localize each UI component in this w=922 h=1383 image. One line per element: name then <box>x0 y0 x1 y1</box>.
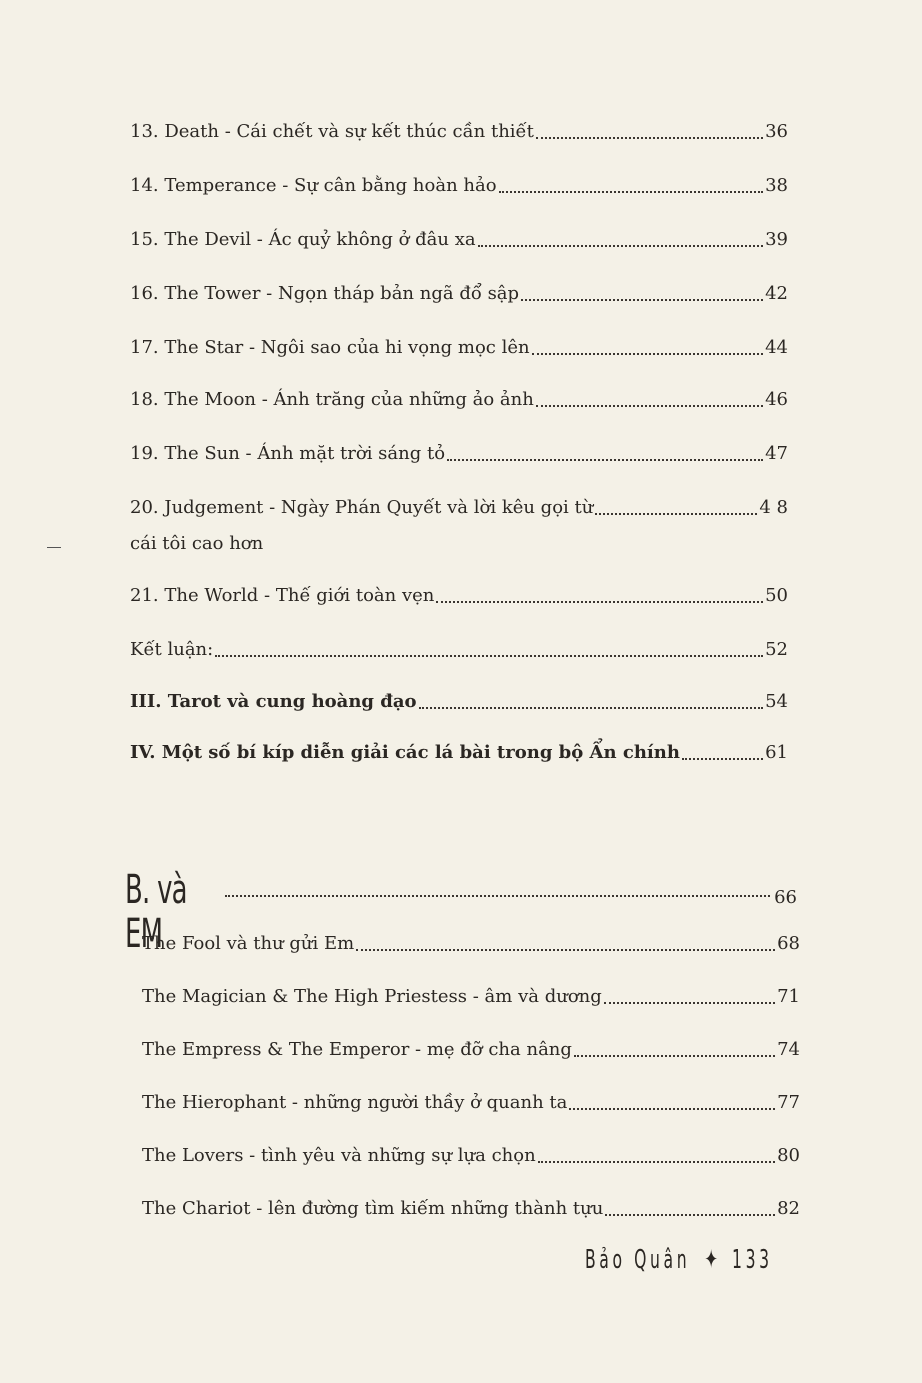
toc-entry-title: 17. The Star - Ngôi sao của hi vọng mọc lên <box>130 337 530 358</box>
section-heading-page: 66 <box>774 887 797 908</box>
dot-leader <box>574 1055 775 1057</box>
toc-entry-page: 44 <box>765 337 788 358</box>
dot-leader <box>536 405 763 407</box>
toc-entry-page: 74 <box>777 1039 800 1060</box>
dot-leader <box>436 601 763 603</box>
toc-entry-title: The Chariot - lên đường tìm kiếm những thành tựu <box>142 1198 604 1219</box>
toc-entry <box>130 120 788 144</box>
dot-leader <box>569 1108 775 1110</box>
toc-entry-title: The Empress & The Emperor - mẹ đỡ cha nâng <box>142 1039 572 1060</box>
footer-author: Bảo Quân <box>585 1245 691 1275</box>
toc-entry <box>130 282 788 306</box>
toc-entry <box>130 741 788 765</box>
dot-leader <box>215 655 763 657</box>
toc-entry <box>142 1197 800 1221</box>
toc-entry <box>130 336 788 360</box>
toc-entry <box>142 1091 800 1115</box>
toc-entry-title: 19. The Sun - Ánh mặt trời sáng tỏ <box>130 443 446 464</box>
toc-entry-page: 38 <box>765 175 788 196</box>
toc-entry-page: 52 <box>765 639 788 660</box>
toc-entry <box>130 442 788 466</box>
star-ornament-icon: ✦ <box>704 1245 718 1275</box>
toc-entry <box>130 174 788 198</box>
toc-entry-title: 21. The World - Thế giới toàn vẹn <box>130 585 435 606</box>
toc-entry <box>130 584 788 608</box>
toc-entry <box>130 388 788 412</box>
toc-entry-page: 61 <box>765 742 788 763</box>
toc-entry-page: 50 <box>765 585 788 606</box>
toc-entry <box>130 638 788 662</box>
footer-page-number: 133 <box>732 1245 773 1275</box>
toc-entry-page: 42 <box>765 283 788 304</box>
toc-entry-title: 16. The Tower - Ngọn tháp bản ngã đổ sập <box>130 283 520 304</box>
toc-entry-title: 20. Judgement - Ngày Phán Quyết và lời kêu gọi từ <box>130 497 594 518</box>
toc-entry <box>130 496 788 520</box>
dot-leader <box>605 1214 775 1216</box>
toc-entry-title: The Lovers - tình yêu và những sự lựa chọn <box>142 1145 536 1166</box>
toc-entry-title: The Fool và thư gửi Em <box>142 933 355 954</box>
toc-entry-title: The Magician & The High Priestess - âm và dương <box>142 986 602 1007</box>
dot-leader <box>499 191 764 193</box>
dot-leader <box>604 1002 775 1004</box>
toc-entry-title: 18. The Moon - Ánh trăng của những ảo ảnh <box>130 389 534 410</box>
toc-entry-page: 77 <box>777 1092 800 1113</box>
dot-leader <box>682 758 763 760</box>
dot-leader <box>447 459 763 461</box>
dot-leader <box>536 137 763 139</box>
toc-entry-page: 80 <box>777 1145 800 1166</box>
dot-leader <box>538 1161 775 1163</box>
toc-entry <box>130 228 788 252</box>
dot-leader <box>419 707 764 709</box>
toc-entry-page: 36 <box>765 121 788 142</box>
section-heading-title: B. và EM <box>125 867 187 957</box>
dot-leader <box>478 245 763 247</box>
page-footer <box>585 1245 773 1275</box>
toc-entry <box>142 932 800 956</box>
margin-mark <box>47 547 61 548</box>
toc-entry-title: 13. Death - Cái chết và sự kết thúc cần thiết <box>130 121 534 142</box>
toc-entry <box>142 985 800 1009</box>
toc-entry <box>142 1038 800 1062</box>
dot-leader <box>532 353 763 355</box>
toc-entry-title: III. Tarot và cung hoàng đạo <box>130 691 417 712</box>
toc-entry <box>130 690 788 714</box>
toc-entry-continuation: cái tôi cao hơn <box>130 533 264 554</box>
toc-entry-page: 82 <box>777 1198 800 1219</box>
dot-leader <box>356 949 775 951</box>
toc-entry <box>142 1144 800 1168</box>
toc-entry-title: 15. The Devil - Ác quỷ không ở đâu xa <box>130 229 476 250</box>
toc-entry-title: 14. Temperance - Sự cân bằng hoàn hảo <box>130 175 497 196</box>
toc-entry-page: 47 <box>765 443 788 464</box>
dot-leader <box>225 895 770 897</box>
dot-leader <box>521 299 763 301</box>
toc-entry-page: 68 <box>777 933 800 954</box>
toc-entry-title: The Hierophant - những người thầy ở quanh ta <box>142 1092 568 1113</box>
toc-entry-page: 54 <box>765 691 788 712</box>
dot-leader <box>595 513 757 515</box>
toc-entry-page: 4 8 <box>759 497 788 518</box>
toc-entry-page: 46 <box>765 389 788 410</box>
toc-entry-title: IV. Một số bí kíp diễn giải các lá bài trong bộ Ẩn chính <box>130 742 680 763</box>
toc-entry-page: 39 <box>765 229 788 250</box>
toc-entry-title: Kết luận: <box>130 639 214 660</box>
toc-entry-page: 71 <box>777 986 800 1007</box>
